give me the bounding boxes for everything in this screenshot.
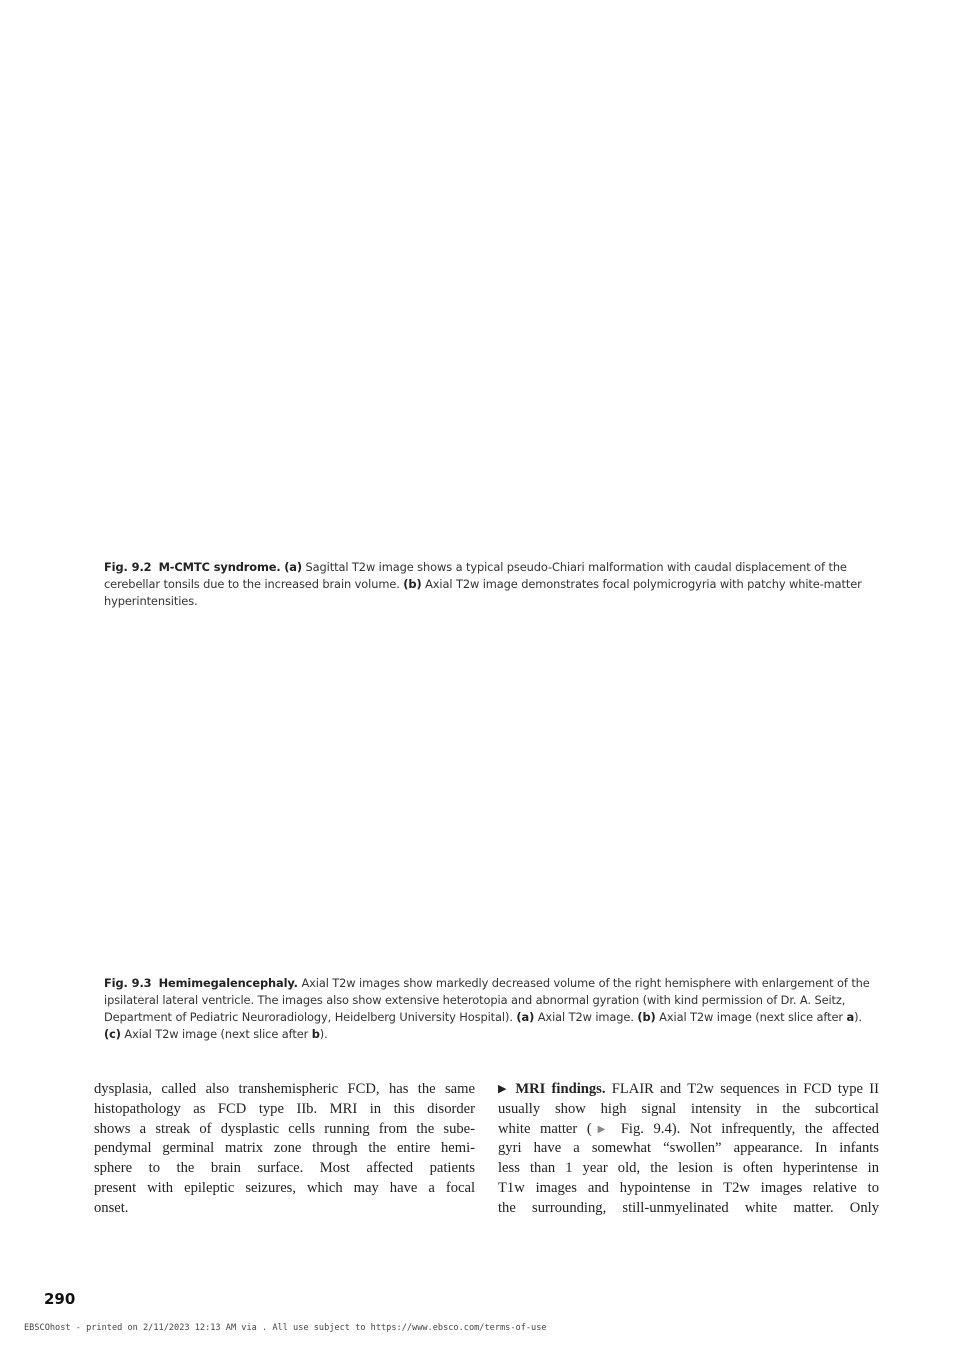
footer-notice: EBSCOhost - printed on 2/11/2023 12:13 AM via . All use subject to https://www.ebsco.com/terms-of-use (24, 1323, 547, 1333)
part-text: Axial T2w image (next slice after (124, 1027, 312, 1041)
text-line: usually show high signal intensity in the subcortical (498, 1100, 879, 1117)
text-line: present with epileptic seizures, which may have a focal (94, 1179, 475, 1196)
text-line: histopathology as FCD type IIb. MRI in this disorder (94, 1100, 475, 1117)
figure-9-3-image-area (104, 622, 874, 972)
text-line: sphere to the brain surface. Most affected patients (94, 1160, 475, 1177)
text-line: shows a streak of dysplastic cells running from the sube- (94, 1120, 475, 1137)
figure-9-3-caption (104, 975, 874, 1043)
part-text: Axial T2w image (next slice after (659, 1010, 847, 1024)
text-line: less than 1 year old, the lesion is often hyperintense in (498, 1160, 879, 1177)
page-number: 290 (44, 1290, 76, 1308)
text-line: the surrounding, still-unmyelinated white matter. Only (498, 1199, 879, 1216)
section-run-in-heading: MRI findings. (515, 1081, 606, 1097)
run-in-triangle-icon: ▶ (498, 1083, 510, 1095)
text-line: onset. (94, 1199, 129, 1216)
caption-intro: Axial T2w images show markedly decreased volume of the right hemisphere with enlargement of the ipsilateral lateral ventricle. The images also show extensive heterotopia and abnormal gyration (with kind permission of Dr. A. Seitz, Department of Pediatric Neuroradiology, Heidelberg University Hospital). (104, 976, 870, 1024)
figure-title: M-CMTC syndrome. (158, 560, 281, 574)
part-tag: (b) (637, 1010, 656, 1024)
part-tag: (c) (104, 1027, 121, 1041)
text-line: T1w images and hypointense in T2w images relative to (498, 1179, 879, 1196)
body-column-right (498, 1080, 879, 1219)
text-line: ▶ MRI findings. FLAIR and T2w sequences in FCD type II (498, 1081, 879, 1097)
part-tag: (b) (403, 577, 422, 591)
part-text: Sagittal T2w image shows a typical pseudo-Chiari malformation with caudal displacement of the cerebellar tonsils due to the increased brain volume. (104, 560, 847, 591)
part-end: ). (854, 1010, 862, 1024)
part-end: ). (319, 1027, 328, 1041)
pointer-triangle-icon: ▶ (591, 1123, 612, 1135)
part-ref: b (311, 1027, 320, 1041)
figure-9-2-image-area (104, 30, 874, 550)
figure-title: Hemimegalencephaly. (158, 976, 298, 990)
figure-9-2-caption (104, 559, 874, 610)
figure-label: Fig. 9.3 (104, 976, 152, 990)
part-text: Axial T2w image demonstrates focal polymicrogyria with patchy white-matter hyperintensities. (104, 577, 862, 608)
body-column-left (94, 1080, 475, 1219)
text-line: dysplasia, called also transhemispheric FCD, has the same (94, 1081, 475, 1097)
text-line: white matter (▶ Fig. 9.4). Not infrequently, the affected (498, 1120, 879, 1137)
figure-reference-link[interactable]: ▶ Fig. 9.4 (591, 1120, 672, 1137)
part-text: Axial T2w image. (537, 1010, 634, 1024)
part-ref: a (846, 1010, 855, 1024)
figure-label: Fig. 9.2 (104, 560, 152, 574)
part-tag: (a) (516, 1010, 535, 1024)
text-line: gyri have a somewhat “swollen” appearance. In infants (498, 1140, 879, 1157)
part-tag: (a) (284, 560, 302, 574)
text-line: pendymal germinal matrix zone through the entire hemi- (94, 1140, 475, 1157)
